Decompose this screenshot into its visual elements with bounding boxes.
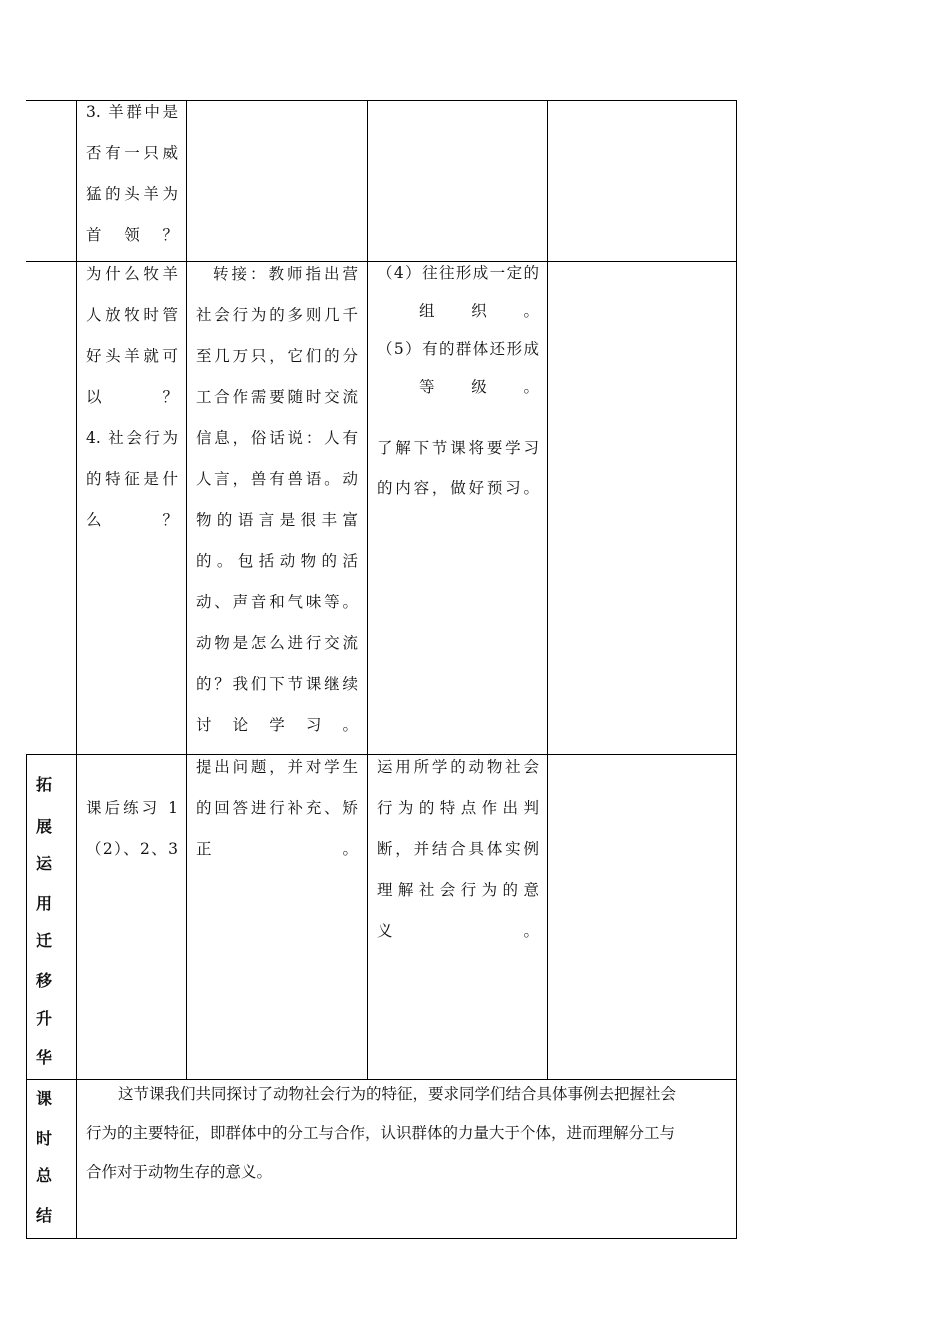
summary-line: 这节课我们共同探讨了动物社会行为的特征，要求同学们结合具体事例去把握社会: [118, 1085, 677, 1103]
label-char: 总: [36, 1166, 53, 1185]
row3-s-line: 运用所学的动物社会: [377, 758, 539, 776]
row2-t-line: 动物是怎么进行交流: [196, 634, 358, 652]
label-char: 迁: [36, 931, 53, 950]
row3-s-line: 行为的特点作出判: [377, 799, 539, 817]
label-char: 移: [36, 971, 53, 990]
row2-t-line: 物的语言是很丰富: [196, 511, 358, 529]
spacer: [377, 406, 539, 428]
row2-t-line: 讨论学习。: [196, 716, 358, 734]
row2-t-line: 至几万只，它们的分: [196, 347, 358, 365]
label-char: 课: [36, 1089, 53, 1108]
table-left-border: [26, 754, 27, 1239]
row2-q-line: 好头羊就可: [86, 347, 178, 365]
row2-student-cell: [377, 254, 539, 508]
row1-question-cell: [86, 92, 178, 256]
row3-teacher-cell: [196, 747, 358, 870]
row2-t-line: 动、声音和气味等。: [196, 593, 358, 611]
list-item: [377, 330, 539, 368]
row1-line: 猛的头羊为: [86, 185, 178, 203]
row2-q-line: 人放牧时管: [86, 306, 178, 324]
row2-q-line: 的特征是什: [86, 470, 178, 488]
summary-line: 行为的主要特征，即群体中的分工与合作，认识群体的力量大于个体，进而理解分工与: [86, 1124, 676, 1142]
row3-e-line: 课后练习 1: [86, 799, 178, 817]
lesson-summary: [86, 1075, 728, 1192]
row3-s-line: 义。: [377, 922, 539, 940]
table-bottom-border: [26, 1238, 737, 1239]
label-char: 华: [36, 1048, 53, 1067]
col2-right-border: [186, 100, 187, 1080]
row2-s-line: 了解下节课将要学习: [377, 439, 539, 457]
list-item-text: 有的群体还形成: [422, 340, 539, 358]
list-item-continuation: 组织。: [419, 302, 539, 320]
row3-t-line: 正。: [196, 840, 358, 858]
row1-line: 否有一只威: [86, 144, 178, 162]
table-right-border: [736, 100, 737, 1239]
row3-exercise-cell: [86, 788, 178, 870]
label-char: 时: [36, 1129, 53, 1148]
row3-t-line: 提出问题，并对学生: [196, 758, 358, 776]
row2-s-line: 的内容，做好预习。: [377, 479, 539, 497]
row2-q-line: 么？: [86, 511, 178, 529]
list-item-continuation: 等级。: [419, 378, 539, 396]
label-char: 拓: [36, 775, 53, 794]
label-char: 升: [36, 1009, 53, 1028]
label-char: 用: [36, 894, 53, 913]
label-char: 展: [36, 817, 53, 836]
label-char: 运: [36, 854, 53, 873]
row2-q-line: 4. 社会行为: [86, 429, 178, 447]
row3-t-line: 的回答进行补充、矫: [196, 799, 358, 817]
row2-t-line: 信息，俗话说：人有: [196, 429, 358, 447]
col3-right-border: [367, 100, 368, 1080]
row2-t-line: 的？我们下节课继续: [196, 675, 358, 693]
row3-e-line: （2）、2、3: [86, 840, 178, 858]
row3-s-line: 断，并结合具体实例: [377, 840, 539, 858]
summary-line: 合作对于动物生存的意义。: [86, 1163, 273, 1181]
label-char: 结: [36, 1206, 53, 1225]
list-item-text: 往往形成一定的: [422, 264, 539, 282]
row2-t-line: 人言，兽有兽语。动: [196, 470, 358, 488]
row1-line: 3. 羊群中是: [86, 103, 178, 121]
row2-t-line: 的。包括动物的活: [196, 552, 358, 570]
row2-t-line: 转接：教师指出营: [213, 265, 358, 283]
col1-right-border: [76, 100, 77, 1239]
row2-teacher-cell: [196, 254, 358, 746]
row2-question-cell: [86, 254, 178, 541]
row3-s-line: 理解社会行为的意: [377, 881, 539, 899]
list-item: [377, 254, 539, 292]
row2-t-line: 工合作需要随时交流: [196, 388, 358, 406]
list-item-number: （5）: [377, 340, 423, 358]
row2-q-line: 以？: [86, 388, 178, 406]
row2-t-line: 社会行为的多则几千: [196, 306, 358, 324]
col4-right-border: [547, 100, 548, 1080]
list-item-number: （4）: [377, 264, 423, 282]
row1-line: 首领？: [86, 226, 178, 244]
row2-q-line: 为什么牧羊: [86, 265, 178, 283]
row3-student-cell: [377, 747, 539, 952]
